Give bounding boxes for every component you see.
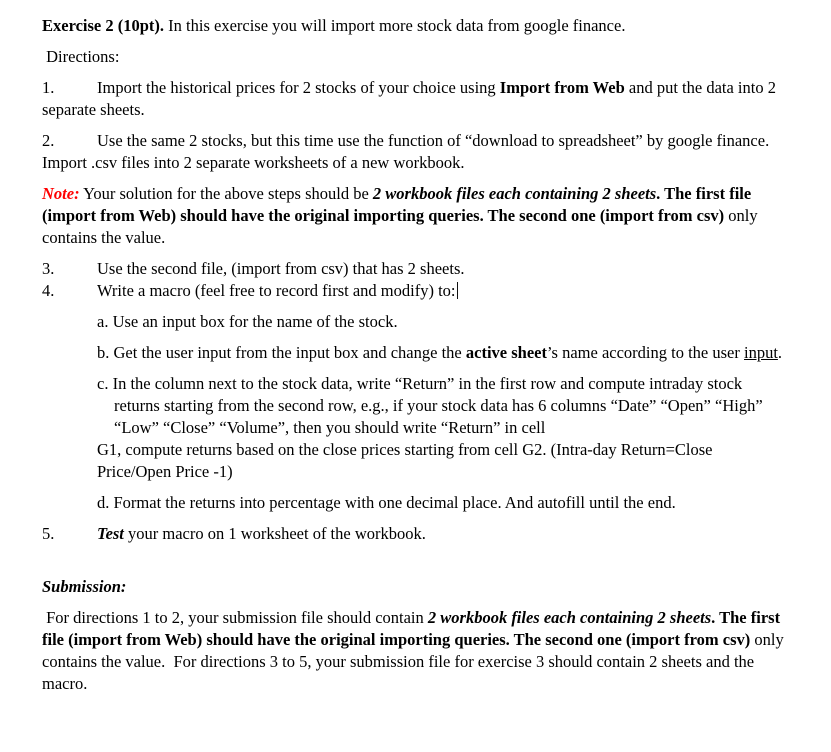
text-run: 2 workbook files each containing 2 sheets <box>372 184 657 203</box>
text-run: your macro on 1 worksheet of the workbook. <box>123 524 426 543</box>
text-run: Use the second file, (import from csv) that has 2 sheets. <box>97 259 465 278</box>
direction-3 <box>42 258 790 280</box>
text-run: Test <box>97 524 124 543</box>
direction-5 <box>42 523 790 545</box>
text-run: Write a macro (feel free to record first and modify) to: <box>97 281 456 300</box>
note-paragraph <box>42 183 790 249</box>
text-run: Your solution for the above steps should be <box>79 184 373 203</box>
text-run: only contains the value. For directions 3 to 5, your submission file for exercise 3 should contain 2 sheets and the macro. <box>42 630 788 693</box>
submission-heading <box>42 576 790 598</box>
text-run: b. Get the user input from the input box and change the <box>97 343 466 362</box>
text-run: Import from Web <box>499 78 625 97</box>
text-run: Import the historical prices for 2 stocks of your choice using <box>97 78 500 97</box>
text-run: c. In the column next to the stock data, write “Return” in the first row and compute intraday stock returns starting from the second row, e.g., if your stock data has 6 columns “Date” “Open” “High” “Low” “Close” “Volume”, then you should write “Return” in cell <box>97 374 767 437</box>
list-number: 3. <box>42 259 55 278</box>
exercise-title: Exercise 2 (10pt). <box>42 16 165 35</box>
text-run: input <box>744 343 778 362</box>
list-number: 2. <box>42 131 55 150</box>
text-run: d. Format the returns into percentage with one decimal place. And autofill until the end. <box>97 493 676 512</box>
text-run: ’s name according to the user <box>546 343 744 362</box>
direction-4 <box>42 280 790 302</box>
exercise-heading <box>42 15 790 37</box>
text-run: Directions: <box>42 47 120 66</box>
text-run: Use the same 2 stocks, but this time use the function of “download to spreadsheet” by google finance. Import .csv files into 2 separate worksheets of a new workbook. <box>42 131 774 172</box>
direction-4b <box>97 342 790 364</box>
list-number: 4. <box>42 281 55 300</box>
list-number: 1. <box>42 78 55 97</box>
text-cursor <box>457 282 458 299</box>
text-run: G1, compute returns based on the close prices starting from cell G2. (Intra-day Return=Close Price/Open Price -1) <box>97 440 717 481</box>
submission-paragraph <box>42 607 790 695</box>
list-number: 5. <box>42 524 55 543</box>
text-run: only contains the value. <box>42 206 762 247</box>
text-run: a. Use an input box for the name of the stock. <box>97 312 398 331</box>
direction-2 <box>42 130 790 174</box>
text-run: For directions 1 to 2, your submission file should contain <box>42 608 428 627</box>
direction-4c <box>97 373 790 439</box>
directions-label <box>42 46 790 68</box>
text-run: . <box>656 184 665 203</box>
text-run: . <box>777 343 783 362</box>
direction-4d <box>97 492 790 514</box>
text-run: 2 workbook files each containing 2 sheets <box>427 608 712 627</box>
text-run: and put the data into 2 separate sheets. <box>42 78 781 119</box>
note-label: Note: <box>42 184 80 203</box>
direction-4c-continuation <box>97 439 790 483</box>
text-run: The first file (import from Web) should have the original importing queries. The second one (import from csv) <box>42 184 756 225</box>
text-run: The first file (import from Web) should have the original importing queries. The second one (import from csv) <box>42 608 785 649</box>
text-run: . <box>711 608 720 627</box>
direction-4a <box>97 311 790 333</box>
text-run: Submission: <box>42 577 127 596</box>
direction-1 <box>42 77 790 121</box>
text-run: active sheet <box>465 343 547 362</box>
text-run: In this exercise you will import more stock data from google finance. <box>164 16 626 35</box>
